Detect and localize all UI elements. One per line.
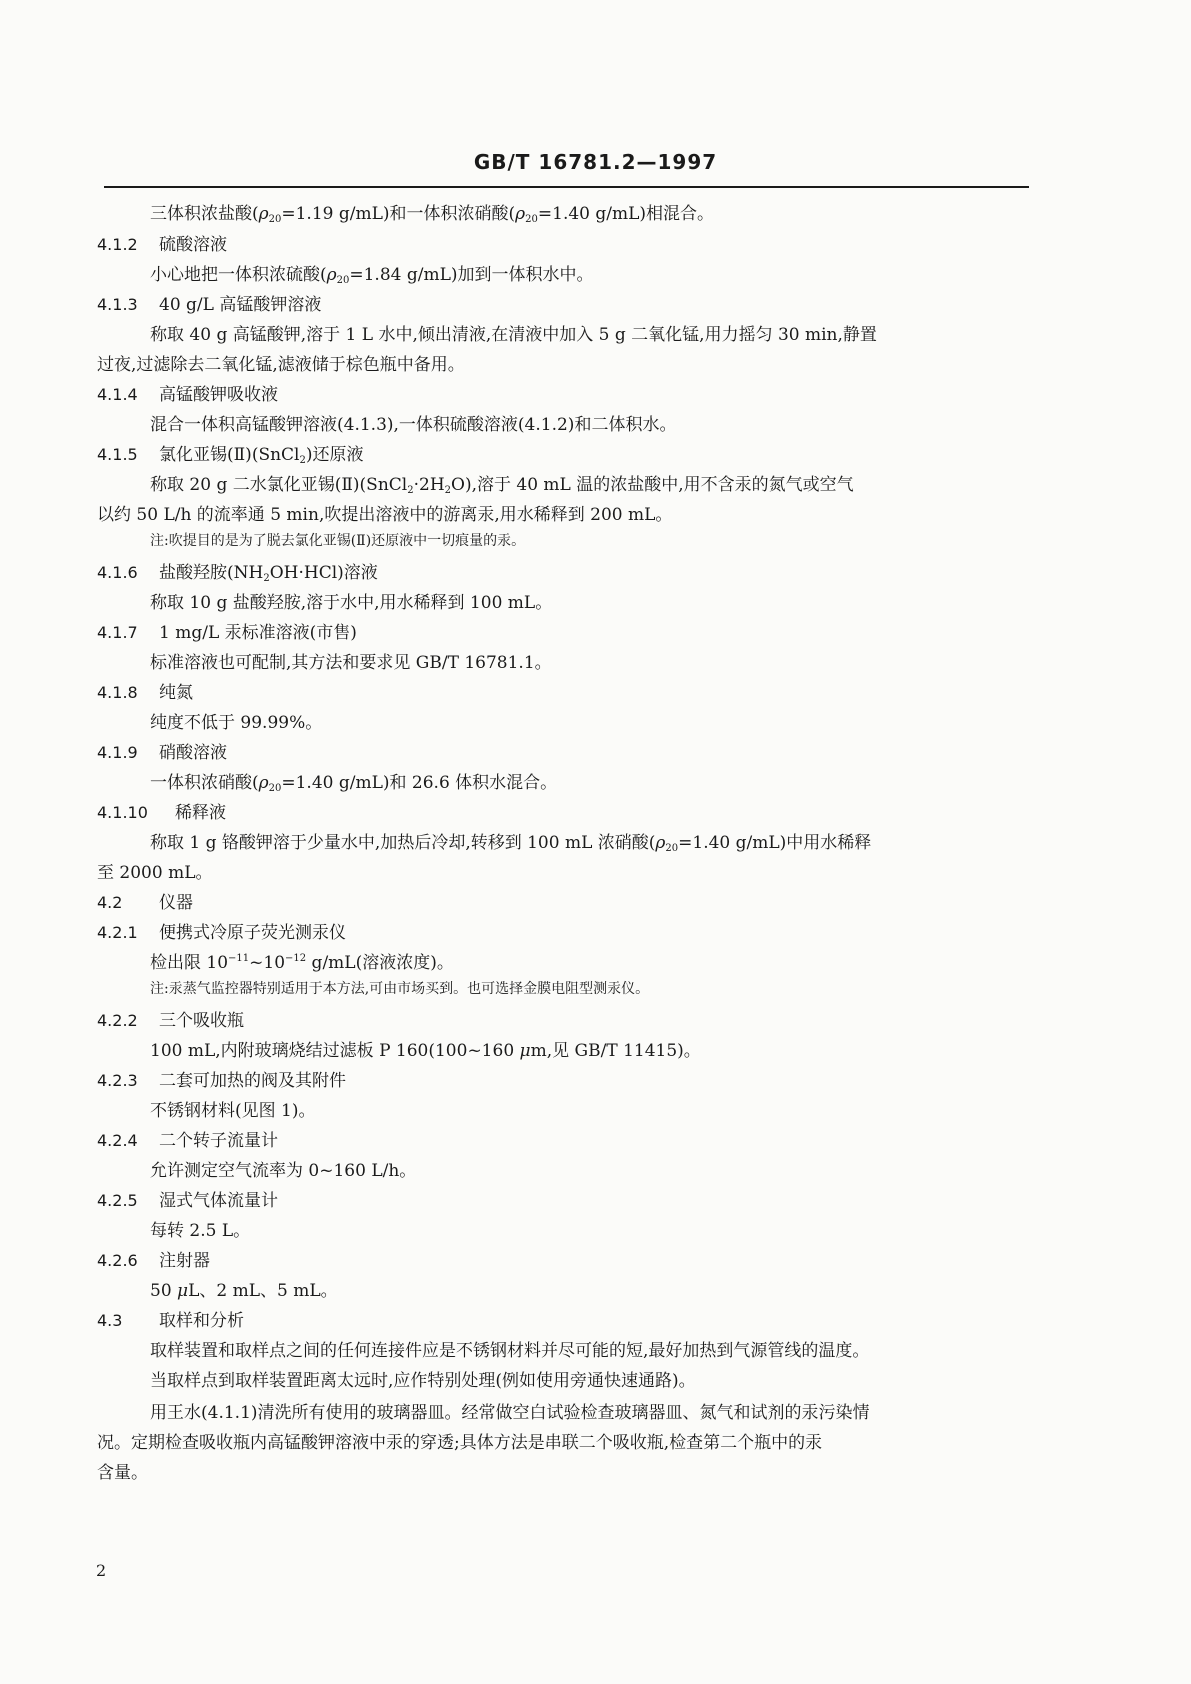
section-title: 取样和分析 (159, 1311, 244, 1331)
section-number: 4.1.2 (97, 235, 138, 254)
rho-symbol: ρ (326, 265, 337, 285)
subscript: 2 (444, 485, 452, 496)
paragraph: 不锈钢材料(见图 1)。 (150, 1101, 316, 1121)
section-title: 纯氮 (159, 683, 193, 703)
subscript: 20 (268, 783, 282, 794)
section-title: 40 g/L 高锰酸钾溶液 (159, 295, 322, 315)
paragraph: 允许测定空气流率为 0~160 L/h。 (150, 1161, 417, 1181)
subscript: 2 (299, 455, 306, 466)
page-number: 2 (96, 1561, 107, 1580)
heading-4-2 (97, 888, 1191, 913)
section-title: )还原液 (305, 445, 364, 465)
section-title: 氯化亚锡(Ⅱ)(SnCl (159, 445, 300, 465)
text: ·2H (413, 475, 445, 495)
heading-4-1-9 (97, 738, 1191, 763)
section-number: 4.2.4 (97, 1131, 138, 1150)
subscript: 20 (665, 843, 679, 854)
section-number: 4.1.3 (97, 295, 138, 314)
text: 100 mL,内附玻璃烧结过滤板 P 160(100~160 (150, 1041, 520, 1061)
heading-4-1-4 (97, 380, 1191, 405)
section-number: 4.1.4 (97, 385, 138, 404)
paragraph: 当取样点到取样装置距离太远时,应作特别处理(例如使用旁通快速通路)。 (150, 1371, 696, 1391)
section-title: 注射器 (159, 1251, 210, 1271)
heading-4-1-3 (97, 290, 1191, 315)
text: 三体积浓盐酸( (150, 204, 259, 224)
note: 注:汞蒸气监控器特别适用于本方法,可由市场买到。也可选择金膜电阻型测汞仪。 (150, 981, 650, 997)
text: g/mL(溶液浓度)。 (306, 953, 454, 973)
text: =1.40 g/mL)中用水稀释 (678, 833, 872, 853)
paragraph-continuation: 至 2000 mL。 (97, 863, 213, 883)
superscript: −12 (285, 953, 307, 964)
text: 50 (150, 1281, 178, 1301)
paragraph (150, 828, 1191, 854)
mu-symbol: μ (519, 1041, 531, 1061)
section-title: 二个转子流量计 (159, 1131, 278, 1151)
section-title: 湿式气体流量计 (159, 1191, 278, 1211)
rho-symbol: ρ (655, 833, 666, 853)
paragraph-aqua-regia (150, 199, 1191, 225)
subscript: 2 (263, 573, 270, 584)
text: =1.84 g/mL)加到一体积水中。 (349, 265, 594, 285)
text: ~10 (249, 953, 286, 973)
section-title: OH·HCl)溶液 (269, 563, 378, 583)
rho-symbol: ρ (258, 773, 269, 793)
text: =1.40 g/mL)相混合。 (537, 204, 715, 224)
section-number: 4.3 (97, 1311, 123, 1330)
section-number: 4.1.9 (97, 743, 138, 762)
text: L、2 mL、5 mL。 (188, 1281, 338, 1301)
section-number: 4.2.6 (97, 1251, 138, 1270)
heading-4-2-4 (97, 1126, 1191, 1151)
rho-symbol: ρ (258, 204, 269, 224)
header-rule (104, 186, 1029, 188)
heading-4-1-10 (97, 798, 1191, 823)
section-number: 4.1.7 (97, 623, 138, 642)
rho-symbol: ρ (515, 204, 526, 224)
text: O),溶于 40 mL 温的浓盐酸中,用不含汞的氮气或空气 (451, 475, 854, 495)
text: =1.19 g/mL)和一体积浓硝酸( (281, 204, 516, 224)
subscript: 20 (268, 214, 282, 225)
section-number: 4.2.1 (97, 923, 138, 942)
paragraph-continuation: 况。定期检查吸收瓶内高锰酸钾溶液中汞的穿透;具体方法是串联二个吸收瓶,检查第二个瓶中的汞 (97, 1433, 823, 1453)
paragraph: 称取 10 g 盐酸羟胺,溶于水中,用水稀释到 100 mL。 (150, 593, 553, 613)
paragraph: 纯度不低于 99.99%。 (150, 713, 323, 733)
heading-4-1-2 (97, 230, 1191, 255)
text: 小心地把一体积浓硫酸( (150, 265, 327, 285)
section-title: 硫酸溶液 (159, 235, 227, 255)
paragraph (150, 260, 1191, 286)
paragraph (150, 1036, 1191, 1061)
section-number: 4.2.3 (97, 1071, 138, 1090)
section-title: 硝酸溶液 (159, 743, 227, 763)
heading-4-1-6 (97, 558, 1191, 584)
section-title: 高锰酸钾吸收液 (159, 385, 278, 405)
paragraph-continuation: 以约 50 L/h 的流率通 5 min,吹提出溶液中的游离汞,用水稀释到 200 mL。 (97, 505, 673, 525)
subscript: 2 (407, 485, 414, 496)
section-number: 4.1.10 (97, 803, 148, 822)
subscript: 20 (336, 275, 350, 286)
heading-4-1-8 (97, 678, 1191, 703)
note: 注:吹提目的是为了脱去氯化亚锡(Ⅱ)还原液中一切痕量的汞。 (150, 533, 526, 549)
section-number: 4.1.6 (97, 563, 138, 582)
section-title: 便携式冷原子荧光测汞仪 (159, 923, 346, 943)
text: 一体积浓硝酸( (150, 773, 259, 793)
paragraph: 用王水(4.1.1)清洗所有使用的玻璃器皿。经常做空白试验检查玻璃器皿、氮气和试剂的汞污染情 (150, 1403, 870, 1423)
section-title: 二套可加热的阀及其附件 (159, 1071, 346, 1091)
heading-4-2-2 (97, 1006, 1191, 1031)
section-number: 4.1.8 (97, 683, 138, 702)
section-title: 盐酸羟胺(NH (159, 563, 264, 583)
mu-symbol: μ (177, 1281, 189, 1301)
paragraph (150, 1276, 1191, 1301)
text: 检出限 10 (150, 953, 229, 973)
text: m,见 GB/T 11415)。 (530, 1041, 701, 1061)
paragraph (150, 470, 1191, 496)
text: 称取 1 g 铬酸钾溶于少量水中,加热后冷却,转移到 100 mL 浓硝酸( (150, 833, 656, 853)
paragraph: 取样装置和取样点之间的任何连接件应是不锈钢材料并尽可能的短,最好加热到气源管线的温度。 (150, 1341, 870, 1361)
section-number: 4.2.5 (97, 1191, 138, 1210)
section-number: 4.2.2 (97, 1011, 138, 1030)
heading-4-2-6 (97, 1246, 1191, 1271)
paragraph: 标准溶液也可配制,其方法和要求见 GB/T 16781.1。 (150, 653, 552, 673)
text: =1.40 g/mL)和 26.6 体积水混合。 (281, 773, 558, 793)
heading-4-1-5 (97, 440, 1191, 466)
paragraph: 称取 40 g 高锰酸钾,溶于 1 L 水中,倾出清液,在清液中加入 5 g 二氧化锰,用力摇匀 30 min,静置 (150, 325, 877, 345)
paragraph-continuation: 过夜,过滤除去二氧化锰,滤液储于棕色瓶中备用。 (97, 355, 465, 375)
text: 称取 20 g 二水氯化亚锡(Ⅱ)(SnCl (150, 475, 408, 495)
superscript: −11 (228, 953, 250, 964)
section-number: 4.1.5 (97, 445, 138, 464)
page-header-standard-number: GB/T 16781.2—1997 (473, 150, 718, 174)
paragraph (150, 768, 1191, 794)
heading-4-2-3 (97, 1066, 1191, 1091)
section-title: 三个吸收瓶 (159, 1011, 244, 1031)
section-title: 仪器 (159, 893, 193, 913)
subscript: 20 (525, 214, 538, 225)
paragraph (150, 948, 1191, 973)
section-title: 1 mg/L 汞标准溶液(市售) (159, 623, 357, 643)
paragraph-continuation: 含量。 (97, 1463, 148, 1483)
heading-4-1-7 (97, 618, 1191, 643)
heading-4-2-5 (97, 1186, 1191, 1211)
paragraph: 混合一体积高锰酸钾溶液(4.1.3),一体积硫酸溶液(4.1.2)和二体积水。 (150, 415, 677, 435)
heading-4-3 (97, 1306, 1191, 1331)
section-number: 4.2 (97, 893, 123, 912)
section-title: 稀释液 (175, 803, 226, 823)
heading-4-2-1 (97, 918, 1191, 943)
paragraph: 每转 2.5 L。 (150, 1221, 251, 1241)
